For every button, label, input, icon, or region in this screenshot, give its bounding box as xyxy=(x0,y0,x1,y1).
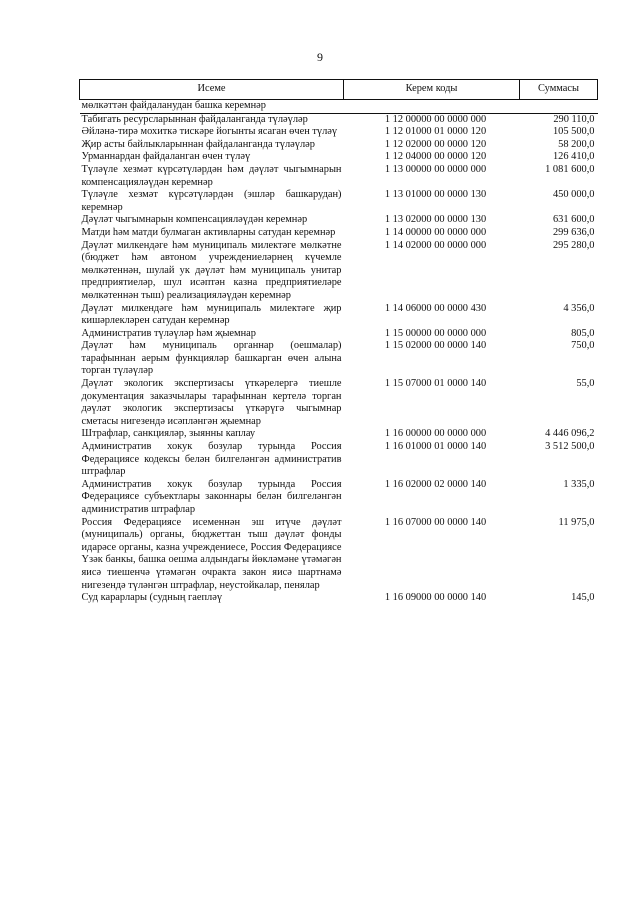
row-name: Түләүле хезмәт күрсәтүләрдән һәм дәүләт чыгымнарын компенсацияләүдән керемнәр xyxy=(81,163,342,188)
row-sum: 631 600,0 xyxy=(552,214,595,226)
row-name: Административ хокук бозулар турында Россия Федерациясе кодексы белән билгеләнгән административ штрафлар xyxy=(81,441,342,478)
continuation-text: мөлкәттән файдаланудан башка керемнәр xyxy=(80,100,598,114)
row-sum: 11 975,0 xyxy=(558,516,595,528)
row-code: 1 12 04000 00 0000 120 xyxy=(384,151,487,163)
row-code: 1 15 00000 00 0000 000 xyxy=(384,327,487,339)
page-number: 9 xyxy=(317,50,323,64)
table-row xyxy=(80,328,598,341)
table-row xyxy=(80,479,598,517)
row-code: 1 15 02000 00 0000 140 xyxy=(384,340,487,352)
row-sum: 4 356,0 xyxy=(563,302,595,314)
table-row xyxy=(80,340,598,378)
row-code: 1 13 00000 00 0000 000 xyxy=(384,163,487,175)
table-row xyxy=(80,214,598,227)
continuation-row xyxy=(80,100,598,114)
row-code: 1 16 09000 00 0000 140 xyxy=(384,592,487,604)
row-sum: 1 081 600,0 xyxy=(545,163,595,175)
row-code: 1 15 07000 01 0000 140 xyxy=(384,378,487,390)
table-row xyxy=(80,428,598,441)
row-sum: 105 500,0 xyxy=(552,126,595,138)
row-name: Дәүләт һәм муниципаль органнар (оешмалар) тарафыннан аерым функцияләр башкарган өчен алына торган түләүләр xyxy=(81,340,342,377)
header-name: Исеме xyxy=(80,80,344,100)
row-name: Суд карарлары (судның гаепләү xyxy=(81,592,223,604)
row-sum: 290 110,0 xyxy=(553,113,595,125)
row-sum: 299 636,0 xyxy=(552,226,595,238)
table-row xyxy=(80,189,598,214)
row-name: Дәүләт чыгымнарын компенсацияләүдән керемнәр xyxy=(81,214,308,226)
row-code: 1 12 02000 00 0000 120 xyxy=(384,138,487,150)
row-sum: 750,0 xyxy=(571,340,595,352)
row-name: Әйләнә-тирә мохиткә тискәре йогынты ясаган өчен түләү xyxy=(81,126,338,138)
row-code: 1 16 01000 01 0000 140 xyxy=(384,441,487,453)
row-sum: 805,0 xyxy=(571,327,595,339)
table-row xyxy=(80,303,598,328)
row-sum: 3 512 500,0 xyxy=(545,441,595,453)
row-code: 1 16 02000 02 0000 140 xyxy=(384,478,487,490)
row-name: Россия Федерациясе исеменнән эш итүче дәүләт (муниципаль) органы, бюджеттан тыш дәүләт фонды идарәсе органы, казна учреждениесе, Россия Федерациясе Үзәк банкы, башка оешма алдындагы йөкләмәне үтәмәгән яисә тиешенчә үтәмәгән очракта закон яисә шартнамә нигезендә түләнгән штрафлар, неустойкалар, пенялар xyxy=(81,516,342,591)
row-sum: 126 410,0 xyxy=(552,151,595,163)
row-name: Җир асты байлыкларыннан файдаланганда түләүләр xyxy=(81,138,315,150)
row-name: Административ түләүләр һәм җыемнар xyxy=(81,327,256,339)
row-name: Матди һәм матди булмаган активларны сатудан керемнәр xyxy=(81,226,336,238)
table-row xyxy=(80,441,598,479)
table-row xyxy=(80,139,598,152)
header-code: Керем коды xyxy=(344,80,520,100)
row-code: 1 14 06000 00 0000 430 xyxy=(384,302,487,314)
row-sum: 4 446 096,2 xyxy=(545,428,595,440)
table-row xyxy=(80,517,598,593)
revenue-table xyxy=(79,79,598,605)
row-code: 1 12 01000 01 0000 120 xyxy=(384,126,487,138)
table-row xyxy=(80,592,598,605)
table-row xyxy=(80,126,598,139)
row-sum: 145,0 xyxy=(571,592,595,604)
row-code: 1 14 02000 00 0000 000 xyxy=(384,239,487,251)
table-row xyxy=(80,164,598,189)
row-name: Дәүләт милкендәге һәм муниципаль милектәге җир кишәрлекләрен сатудан керемнәр xyxy=(81,302,342,327)
row-code: 1 16 00000 00 0000 000 xyxy=(384,428,487,440)
row-code: 1 13 01000 00 0000 130 xyxy=(384,189,487,201)
row-sum: 450 000,0 xyxy=(552,189,595,201)
row-sum: 295 280,0 xyxy=(552,239,595,251)
row-sum: 55,0 xyxy=(576,378,595,390)
row-name: Түләүле хезмәт күрсәтүләрдән (эшләр башкарудан) керемнәр xyxy=(81,189,342,213)
table-row xyxy=(80,113,598,126)
row-name: Штрафлар, санкцияләр, зыянны каплау xyxy=(81,428,256,440)
row-name: Дәүләт милкендәге һәм муниципаль милектәге мөлкәтне (бюджет һәм автоном учреждениеләрнең күчемле мөлкәтеннән, шулай ук дәүләт һәм муниципаль унитар предприятиеләр, шул исәптән казна предприятиеләре мөлкәтеннән тыш) реализацияләүдән керемнәр xyxy=(81,239,342,301)
row-name: Урманнардан файдаланган өчен түләү xyxy=(81,151,251,163)
table-row xyxy=(80,227,598,240)
table-row xyxy=(80,240,598,303)
table-header xyxy=(80,80,598,100)
row-sum: 1 335,0 xyxy=(563,478,595,490)
row-code: 1 13 02000 00 0000 130 xyxy=(384,214,487,226)
row-name: Табигать ресурсларыннан файдаланганда түләүләр xyxy=(81,113,308,125)
row-name: Дәүләт экологик экспертизасы үткәрелергә тиешле документация заказчылары тарафыннан кертелә торган дәүләт экологик экспертизасы үткәрүгә чыгымнар сметасы нигезендә исәпләнгән җыемнар xyxy=(81,378,342,427)
table-row xyxy=(80,151,598,164)
table-body xyxy=(80,100,598,605)
header-sum: Суммасы xyxy=(520,80,598,100)
table-row xyxy=(80,378,598,428)
row-code: 1 16 07000 00 0000 140 xyxy=(384,516,487,528)
row-code: 1 12 00000 00 0000 000 xyxy=(384,113,487,125)
row-code: 1 14 00000 00 0000 000 xyxy=(384,226,487,238)
row-sum: 58 200,0 xyxy=(558,138,595,150)
row-name: Административ хокук бозулар турында Россия Федерациясе субъектлары законнары белән билгеләнгән административ штрафлар xyxy=(81,478,342,515)
